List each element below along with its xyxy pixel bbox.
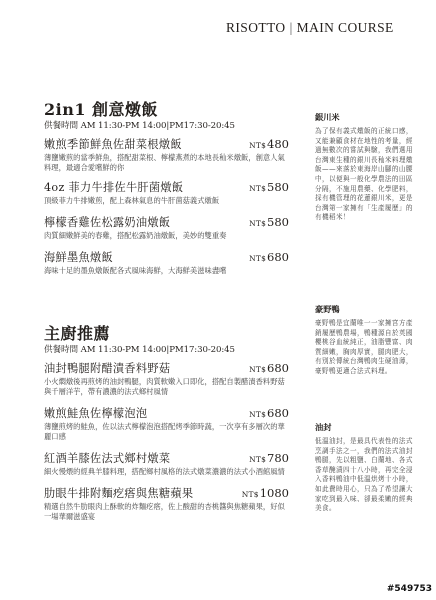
section-title: 2in1 創意燉飯 [44, 100, 159, 119]
item-description: 頂級菲力牛排嫩煎，配上森林氣息的牛肝菌菇義式燉飯 [44, 196, 220, 205]
item-price [249, 215, 289, 229]
sidebar-note-title: 豪野鴨 [315, 304, 340, 314]
price-value: 1080 [259, 486, 289, 500]
item-price [249, 137, 289, 151]
item-name: 嫩煎季節鮮魚佐甜菜根燉飯 [44, 138, 182, 151]
section-chef-recommendations [44, 324, 289, 522]
item-description: 薄鹽煎烤的鮭魚，佐以法式檸檬泡泡搭配烤季節時蔬，一次享有多層次的華麗口感 [44, 422, 285, 441]
price-value: 580 [267, 215, 289, 229]
menu-item [44, 249, 289, 276]
item-price [249, 250, 289, 264]
sidebar-note [315, 422, 414, 514]
item-price [249, 180, 289, 194]
item-price [249, 451, 289, 465]
sidebar-note-description: 豪野鴨是宜蘭唯一一家擁宮方產銷履歷鴨農場，鴨種源自於英國櫻桃谷血統純正，油脂豐富、肉質細嫩，胸肉厚實，腿肉肥大，有別於傳統台灣鴨肉生硬油薄，豪野鴨更適合法式料理。 [315, 319, 413, 375]
item-name: 嫩煎鮭魚佐檸檬泡泡 [44, 407, 148, 420]
price-currency: NT$ [249, 219, 267, 228]
sidebar-note-title: 銀川米 [315, 112, 340, 122]
price-value: 480 [267, 137, 289, 151]
menu-item [44, 485, 289, 522]
header-category: RISOTTO [226, 20, 286, 35]
item-price [249, 361, 289, 375]
item-description: 海味十足的墨魚燉飯配各式風味海鮮，大海鮮美滋味盡嚐 [44, 266, 227, 275]
item-description: 肉質細嫩鮮美的春雞，搭配松露奶油燉飯，美妙的雙重奏 [44, 231, 227, 240]
item-description: 小火燜燉後再煎烤的油封鴨腿，肉質軟嫩入口即化，搭配自製醋漬香料野菇與千層洋芋，帶有濃濃的法式鄉村風情 [44, 377, 285, 396]
item-name: 紅酒羊膝佐法式鄉村燉菜 [44, 452, 171, 465]
price-currency: NT$ [249, 455, 267, 464]
menu-item [44, 450, 289, 477]
price-value: 680 [267, 406, 289, 420]
item-price [242, 486, 289, 500]
menu-item [44, 360, 289, 397]
item-name: 油封鴨腿附醋漬香料野菇 [44, 362, 171, 375]
price-value: 780 [267, 451, 289, 465]
price-value: 680 [267, 361, 289, 375]
sidebar-note-description: 為了保有義式燉飯的正統口感，又能兼顧食材在地性的考量，經過無數次的嘗試與驗，我們選用台灣東生種的銀川長秈米料理燉飯——來落於東海岸山腳的山腰中，以便與一般化學農法的田區分隔，不施用農藥、化學肥料，採有機管理的花蓮銀川米，更是台灣第一家擁有「生產履歷」的有機稻米！ [315, 127, 413, 222]
menu-header [226, 20, 426, 42]
item-name: 檸檬香雞佐松露奶油燉飯 [44, 216, 171, 229]
serving-hours: 供餐時間 AM 11:30-PM 14:00|PM17:30-20:45 [44, 345, 235, 355]
item-name: 4oz 菲力牛排佐牛肝菌燉飯 [44, 181, 184, 194]
price-currency: NT$ [249, 410, 267, 419]
header-course: MAIN COURSE [296, 20, 394, 35]
menu-item [44, 405, 289, 442]
item-description: 精選自然牛肋眼肉上酥軟的炸麵疙瘩，佐上酸甜的杏桃醬與焦糖蘋果，好似一場華爾滋盛宴 [44, 502, 285, 521]
price-currency: NT$ [249, 184, 267, 193]
price-currency: NT$ [249, 254, 267, 263]
menu-item [44, 136, 289, 173]
serving-hours: 供餐時間 AM 11:30-PM 14:00|PM17:30-20:45 [44, 121, 235, 131]
section-risotto [44, 100, 289, 276]
item-name: 肋眼牛排附麵疙瘩與焦糖蘋果 [44, 487, 194, 500]
header-separator: | [289, 20, 293, 35]
item-description: 細火慢煨的經典羊膝料理，搭配鄉村風格的法式燉菜濃濃的法式小酒館風情 [44, 467, 285, 476]
item-price [249, 406, 289, 420]
sidebar-note [315, 304, 414, 377]
price-currency: NT$ [249, 365, 267, 374]
section-title: 主廚推薦 [44, 324, 111, 343]
price-currency: NT$ [249, 141, 267, 150]
menu-item [44, 179, 289, 206]
sidebar-note-description: 低溫油封，是最具代表性的法式烹調手法之一，我們的法式油封鴨腿，先以粗鹽、白蘭地、各式香草醃漬四十八小時，再完全浸入香料鴨油中低溫烘烤十小時，如此費時用心，只為了希望讓大家吃到最入味、卻最柔嫩的經典美食。 [315, 437, 413, 513]
sidebar-note [315, 112, 414, 223]
menu-item [44, 214, 289, 241]
item-description: 薄鹽嫩煎的當季鮮魚，搭配甜菜根、檸檬燕煮的本地長秈米燉飯，創意人氣料理，最適合愛嚐鮮的你 [44, 153, 285, 172]
sidebar-note-title: 油封 [315, 422, 332, 432]
price-value: 680 [267, 250, 289, 264]
watermark-id: #549753 [386, 584, 432, 594]
item-name: 海鮮墨魚燉飯 [44, 251, 113, 264]
price-value: 580 [267, 180, 289, 194]
price-currency: NT$ [241, 490, 259, 499]
